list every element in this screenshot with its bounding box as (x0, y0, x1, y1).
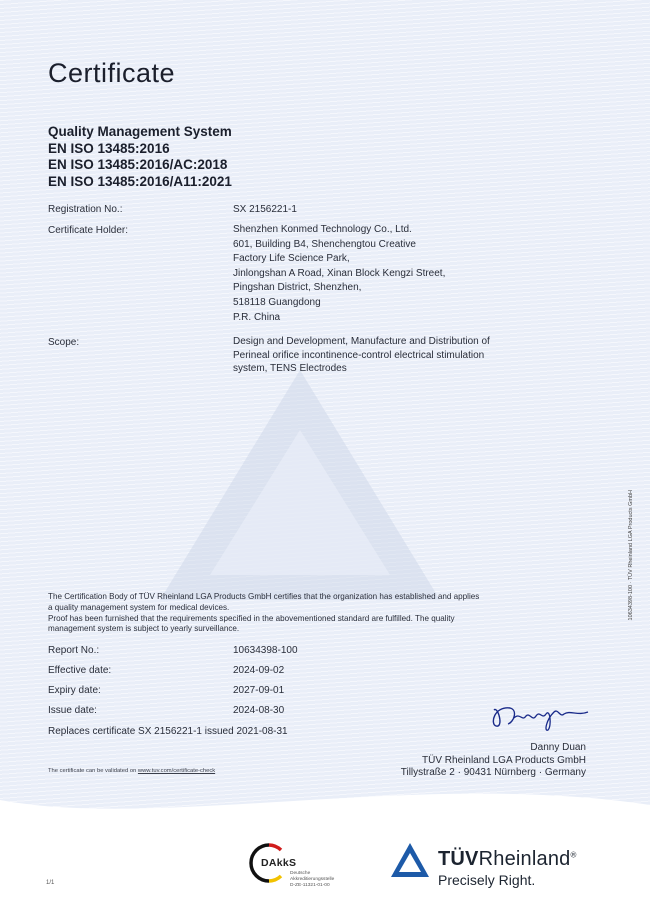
holder-line: Pingshan District, Shenzhen, (233, 282, 362, 294)
dakks-sub-line: D-ZE-11321-01-00 (290, 883, 330, 888)
verification-text: The certificate can be validated on (48, 768, 137, 774)
issue-date-label: Issue date: (48, 705, 97, 716)
tuv-brand (438, 848, 577, 871)
certification-statement (48, 592, 590, 635)
tuv-brand-rest: Rheinland (478, 848, 571, 870)
signature-icon (488, 700, 594, 732)
scope-line: Perineal orifice incontinence-control electrical stimulation (233, 349, 485, 361)
signer-name: Danny Duan (530, 742, 586, 753)
dakks-sub-line: Deutsche (290, 871, 311, 876)
tuv-triangle-icon (390, 842, 430, 878)
standards-block (48, 124, 232, 190)
statement-line: management system is subject to yearly surveillance. (48, 624, 240, 634)
footer-wave (0, 760, 650, 840)
standard-line: EN ISO 13485:2016 (48, 140, 170, 156)
dakks-subtitle (290, 871, 334, 889)
scope-text (233, 335, 490, 376)
side-identifier (628, 490, 638, 770)
dakks-logo (248, 842, 358, 892)
standard-line: Quality Management System (48, 124, 232, 139)
side-identifier-text: 10634398-100 · TÜV Rheinland LGA Products GmbH (628, 490, 634, 621)
page-title: Certificate (48, 58, 176, 88)
statement-line: The Certification Body of TÜV Rheinland LGA Products GmbH certifies that the organization has established and applies (48, 592, 480, 601)
statement-line: Proof has been furnished that the requirements specified in the abovementioned standard are fulfilled. The quality (48, 613, 455, 623)
effective-date-value: 2024-09-02 (233, 665, 285, 676)
replaces-note: Replaces certificate SX 2156221-1 issued 2021-08-31 (48, 726, 288, 737)
report-no-value: 10634398-100 (233, 645, 298, 656)
holder-line: P.R. China (233, 311, 281, 323)
scope-line: Design and Development, Manufacture and Distribution of (233, 336, 490, 347)
registration-value: SX 2156221-1 (233, 204, 297, 215)
verification-link[interactable]: www.tuv.com/certificate-check (137, 768, 216, 774)
tuv-brand-bold: TÜV (438, 848, 479, 870)
holder-line: Shenzhen Konmed Technology Co., Ltd. (233, 224, 412, 235)
expiry-date-label: Expiry date: (48, 685, 101, 696)
holder-line: 601, Building B4, Shenchengtou Creative (233, 238, 416, 250)
holder-address (233, 223, 445, 325)
tuv-tagline: Precisely Right. (438, 872, 536, 888)
statement-line: a quality management system for medical devices. (48, 602, 230, 612)
registration-label: Registration No.: (48, 204, 123, 215)
expiry-date-value: 2027-09-01 (233, 685, 285, 696)
scope-label: Scope: (48, 337, 80, 348)
dakks-name: DAkkS (261, 857, 297, 869)
tuv-registered-mark: ® (570, 850, 577, 860)
effective-date-label: Effective date: (48, 665, 112, 676)
report-no-label: Report No.: (48, 645, 100, 656)
dakks-sub-line: Akkreditierungsstelle (290, 877, 335, 882)
page-number: 1/1 (46, 880, 55, 886)
scope-line: system, TENS Electrodes (233, 363, 347, 374)
standard-line: EN ISO 13485:2016/A11:2021 (48, 173, 232, 189)
holder-label: Certificate Holder: (48, 225, 129, 236)
signer-address: Tillystraße 2 · 90431 Nürnberg · Germany (400, 767, 586, 779)
holder-line: 518118 Guangdong (233, 296, 321, 308)
tuv-watermark-icon (150, 360, 450, 610)
holder-line: Factory Life Science Park, (233, 253, 350, 265)
issue-date-value: 2024-08-30 (233, 705, 285, 716)
holder-line: Jinlongshan A Road, Xinan Block Kengzi Street, (233, 267, 446, 279)
signer-company: TÜV Rheinland LGA Products GmbH (422, 754, 586, 766)
standard-line: EN ISO 13485:2016/AC:2018 (48, 157, 228, 172)
tuv-logo (390, 842, 620, 892)
